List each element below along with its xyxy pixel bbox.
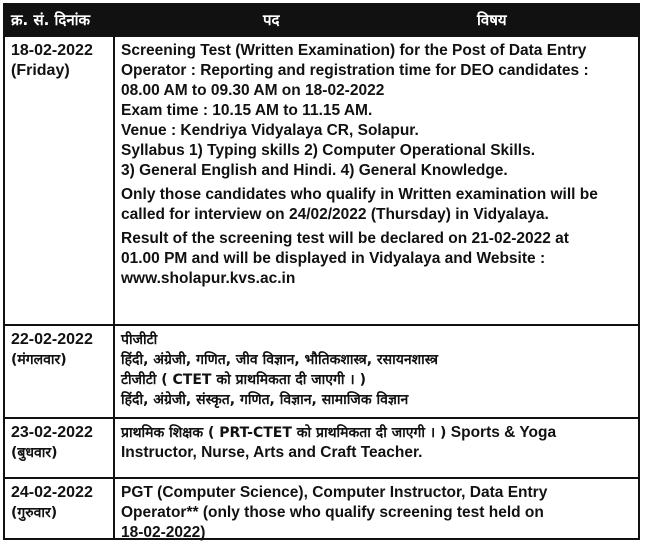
content-line: called for interview on 24/02/2022 (Thursday) in Vidyalaya. [121, 206, 549, 223]
header-serial-date: क्र. सं. दिनांक [11, 11, 91, 29]
schedule-table [3, 3, 640, 540]
table-row [5, 477, 638, 541]
content-line: Syllabus 1) Typing skills 2) Computer Operational Skills. [121, 142, 536, 159]
content-line: 3) General English and Hindi. 4) General Knowledge. [121, 162, 508, 179]
content-cell [121, 483, 632, 543]
row-date: 24-02-2022 [11, 484, 93, 501]
table-row [5, 35, 638, 324]
content-line: Exam time : 10.15 AM to 11.15 AM. [121, 102, 373, 119]
row-date: 23-02-2022 [11, 424, 93, 441]
content-line: 01.00 PM and will be displayed in Vidyalaya and Website : [121, 250, 546, 267]
content-line: Operator** (only those who qualify screening test held on [121, 504, 544, 521]
content-line: पीजीटी [121, 332, 158, 348]
content-line: Screening Test (Written Examination) for the Post of Data Entry [121, 42, 587, 59]
table-row [5, 324, 638, 417]
header-subject: विषय [477, 11, 507, 29]
table-header [5, 5, 638, 35]
content-line-english: Sports & Yoga [446, 424, 557, 441]
date-cell [11, 483, 93, 523]
content-line-hindi: प्राथमिक शिक्षक ( PRT-CTET को प्राथमिकता दी जाएगी । ) [121, 425, 447, 441]
date-cell [11, 41, 93, 81]
date-cell [11, 330, 93, 370]
content-line: Venue : Kendriya Vidyalaya CR, Solapur. [121, 122, 419, 139]
row-date: 22-02-2022 [11, 331, 93, 348]
content-line: Instructor, Nurse, Arts and Craft Teacher. [121, 444, 423, 461]
content-line: www.sholapur.kvs.ac.in [121, 270, 296, 287]
content-line: हिंदी, अंग्रेजी, गणित, जीव विज्ञान, भौतिकशास्त्र, रसायनशास्त्र [121, 352, 438, 368]
content-line: Result of the screening test will be declared on 21-02-2022 at [121, 230, 569, 247]
content-cell [121, 330, 632, 410]
row-day: (बुधवार) [11, 445, 58, 461]
row-day: (गुरुवार) [11, 505, 58, 521]
content-line: 18-02-2022) [121, 524, 206, 541]
content-line: टीजीटी ( CTET को प्राथमिकता दी जाएगी । ) [121, 372, 367, 388]
content-line: 08.00 AM to 09.30 AM on 18-02-2022 [121, 82, 385, 99]
table-row [5, 417, 638, 477]
row-day: (Friday) [11, 62, 70, 79]
row-day: (मंगलवार) [11, 352, 67, 368]
content-line: हिंदी, अंग्रेजी, संस्कृत, गणित, विज्ञान, सामाजिक विज्ञान [121, 392, 409, 408]
row-date: 18-02-2022 [11, 42, 93, 59]
content-line: Operator : Reporting and registration time for DEO candidates : [121, 62, 589, 79]
date-cell [11, 423, 93, 463]
content-cell [121, 41, 632, 289]
header-post: पद [263, 11, 280, 29]
content-line: PGT (Computer Science), Computer Instructor, Data Entry [121, 484, 548, 501]
content-cell [121, 423, 632, 463]
content-line: Only those candidates who qualify in Written examination will be [121, 186, 598, 203]
